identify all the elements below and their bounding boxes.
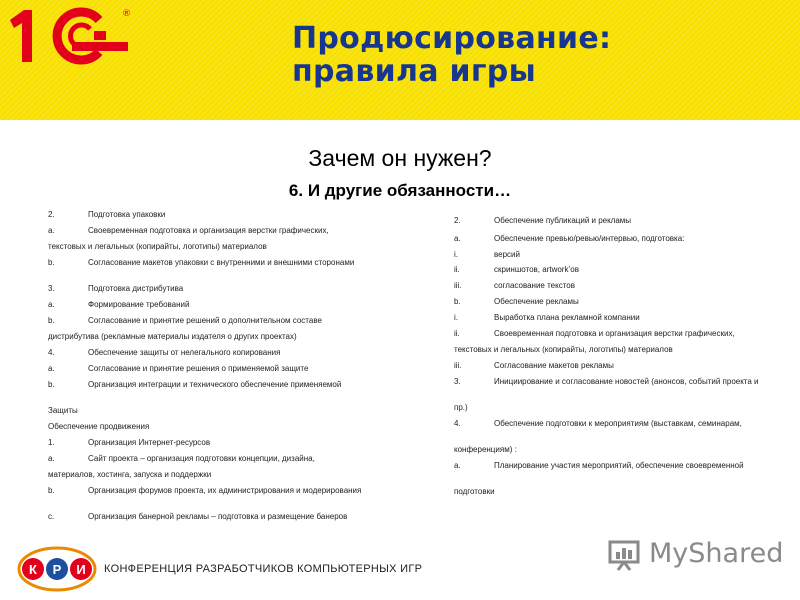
list-item-text: Выработка плана рекламной компании <box>494 313 640 322</box>
list-item-text: Согласование и принятие решений о дополнительном составе <box>88 316 322 325</box>
list-item-number: a. <box>48 300 55 309</box>
list-item-number: 2. <box>48 210 55 219</box>
list-item <box>454 377 776 386</box>
list-item-text: материалов, хостинга, запуска и поддержки <box>48 470 212 479</box>
list-item-number: a. <box>48 454 55 463</box>
list-item <box>48 258 364 267</box>
list-item-text: дистрибутива (рекламные материалы издателя о других проектах) <box>48 332 297 341</box>
list-item <box>454 265 776 274</box>
1c-logo <box>6 6 132 66</box>
list-item-text: Организация форумов проекта, их администрирования и модерирования <box>88 486 362 495</box>
list-item-number: c. <box>48 512 55 521</box>
list-item-number: 3. <box>454 377 461 386</box>
list-item <box>48 348 364 357</box>
list-item-text: версий <box>494 250 520 259</box>
list-item <box>454 403 776 412</box>
kri-letter-k: К <box>29 562 37 577</box>
list-item-number: 2. <box>454 216 461 225</box>
list-item-number: 4. <box>48 348 55 357</box>
list-item-text: текстовых и легальных (копирайты, логотипы) материалов <box>454 345 673 354</box>
list-item-number: b. <box>48 380 55 389</box>
list-item <box>454 487 776 496</box>
list-item-text: Согласование и принятие решения о применяемой защите <box>88 364 309 373</box>
list-item-number: 4. <box>454 419 461 428</box>
list-item-text: конференциям) : <box>454 445 517 454</box>
list-item-text: Организация Интернет-ресурсов <box>88 438 211 447</box>
list-item-text: Организация банерной рекламы – подготовка и размещение банеров <box>88 512 348 521</box>
list-item-number: b. <box>48 316 55 325</box>
list-item-text: Организация интеграции и технического обеспечение применяемой <box>88 380 342 389</box>
slide-heading: Зачем он нужен? <box>308 145 492 171</box>
list-item <box>48 242 364 251</box>
list-item <box>48 364 364 373</box>
kri-letter-r: Р <box>52 562 62 577</box>
list-item-number: 1. <box>48 438 55 447</box>
list-item-number: a. <box>454 234 461 243</box>
list-item-number: a. <box>48 364 55 373</box>
list-item-number: i. <box>454 250 458 259</box>
list-item <box>454 297 776 306</box>
list-item-text: подготовки <box>454 487 495 496</box>
list-item-text: Своевременная подготовка и организация верстки графических, <box>88 226 329 235</box>
list-item-number: a. <box>454 461 461 470</box>
list-item-text: Обеспечение публикаций и рекламы <box>494 216 632 225</box>
list-item <box>454 216 776 225</box>
list-item <box>48 470 364 479</box>
list-item-number: i. <box>454 313 458 322</box>
list-item <box>454 281 776 290</box>
list-item <box>48 438 364 447</box>
list-item <box>454 361 776 370</box>
kri-letter-i: И <box>76 562 86 577</box>
list-item <box>48 210 364 219</box>
list-item <box>48 284 364 293</box>
list-item-number: a. <box>48 226 55 235</box>
list-item-text: Сайт проекта – организация подготовки концепции, дизайна, <box>88 454 315 463</box>
conference-name: КОНФЕРЕНЦИЯ РАЗРАБОТЧИКОВ КОМПЬЮТЕРНЫХ ИГР <box>104 563 423 575</box>
list-item-number: ii. <box>454 329 460 338</box>
list-item-text: согласование текстов <box>494 281 575 290</box>
list-item-text: Обеспечение продвижения <box>48 422 150 431</box>
list-item <box>48 380 364 389</box>
list-item-text: Обеспечение подготовки к мероприятиям (выставкам, семинарам, <box>494 419 742 428</box>
list-item <box>454 461 776 470</box>
list-item <box>48 300 364 309</box>
list-item <box>48 512 364 521</box>
banner-title <box>292 22 611 88</box>
list-item <box>48 332 364 341</box>
list-item-text: Формирование требований <box>88 300 190 309</box>
list-item-text: Обеспечение рекламы <box>494 297 579 306</box>
list-item-number: ii. <box>454 265 460 274</box>
list-item <box>48 316 364 325</box>
banner-title-line2: правила игры <box>292 54 537 89</box>
list-item <box>48 486 364 495</box>
list-item <box>454 250 776 259</box>
banner-title-line1: Продюсирование: <box>292 21 612 56</box>
list-item-text: Подготовка дистрибутива <box>88 284 184 293</box>
list-item-text: Согласование макетов рекламы <box>494 361 614 370</box>
list-item-text: скриншотов, artwork’ов <box>494 265 579 274</box>
kri-logo <box>17 545 97 593</box>
list-item <box>454 345 776 354</box>
list-item-text: текстовых и легальных (копирайты, логотипы) материалов <box>48 242 267 251</box>
list-item-text: Обеспечение защиты от нелегального копирования <box>88 348 281 357</box>
list-item <box>454 419 776 428</box>
list-item-number: b. <box>48 486 55 495</box>
registered-mark: ® <box>122 9 131 19</box>
list-item-number: b. <box>454 297 461 306</box>
list-item-number: iii. <box>454 361 462 370</box>
list-item-text: Планирование участия мероприятий, обеспечение своевременной <box>494 461 744 470</box>
list-item <box>48 422 364 431</box>
slide-subheading: 6. И другие обязанности… <box>288 181 512 200</box>
list-item-text: Подготовка упаковки <box>88 210 166 219</box>
watermark-text: MyShared <box>649 538 784 569</box>
list-item-text: Защиты <box>48 406 78 415</box>
list-item <box>454 313 776 322</box>
myshared-watermark <box>607 536 784 576</box>
list-item-text: Своевременная подготовка и организация верстки графических, <box>494 329 735 338</box>
list-item <box>454 329 776 338</box>
presentation-icon <box>607 538 641 572</box>
list-item-text: Обеспечение превью/ревью/интервью, подготовка: <box>494 234 685 243</box>
list-item <box>48 406 364 415</box>
list-item <box>48 226 364 235</box>
list-item-text: Инициирование и согласование новостей (анонсов, событий проекта и <box>494 377 759 386</box>
list-item-text: пр.) <box>454 403 468 412</box>
list-item-number: 3. <box>48 284 55 293</box>
list-item <box>454 234 776 243</box>
list-item <box>454 445 776 454</box>
list-item-number: b. <box>48 258 55 267</box>
header-banner <box>0 0 800 120</box>
list-item-number: iii. <box>454 281 462 290</box>
list-item-text: Согласование макетов упаковки с внутренними и внешними сторонами <box>88 258 355 267</box>
list-item <box>48 454 364 463</box>
